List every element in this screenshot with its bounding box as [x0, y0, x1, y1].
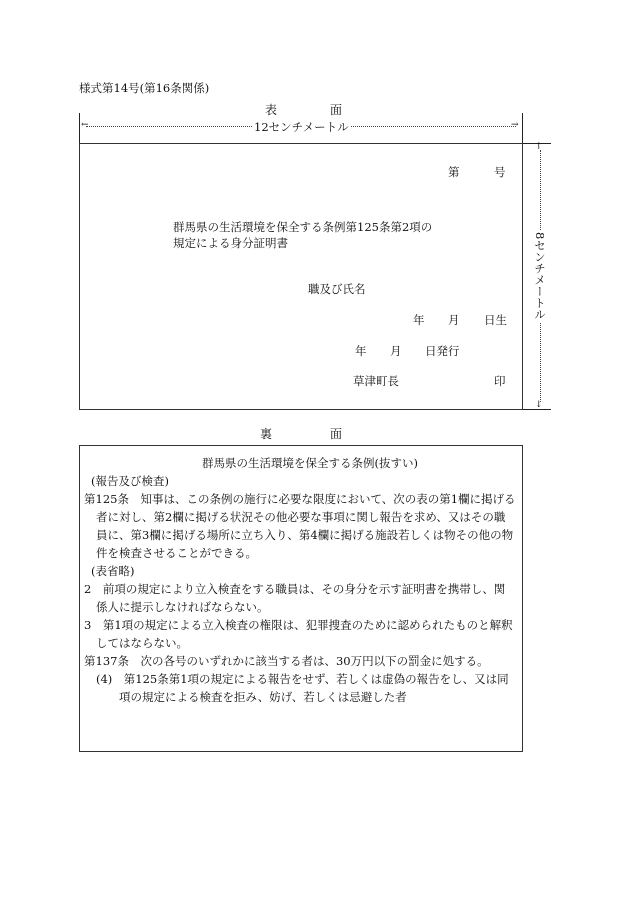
name-label: 職及び氏名 [308, 282, 366, 296]
back-line-11: 第137条 次の各号のいずれかに該当する者は、30万円以下の罰金に処する。 [84, 654, 489, 668]
front-heading-char-1: 表 [265, 103, 278, 117]
id-card-front [79, 143, 523, 410]
back-line-3: 者に対し、第2欄に掲げる状況その他必要な事項に関し報告を求め、又はその職 [96, 510, 506, 524]
birth-month: 月 [448, 313, 460, 327]
issue-year: 年 [355, 344, 367, 358]
back-line-9: 3 第1項の規定による立入検査の権限は、犯罪捜査のために認められたものと解釈 [84, 618, 513, 632]
front-heading-char-2: 面 [330, 103, 343, 117]
width-dimension-tick-left [79, 113, 80, 143]
number-label-suffix: 号 [494, 165, 506, 179]
back-line-13: 項の規定による検査を拒み、妨げ、若しくは忌避した者 [119, 690, 407, 704]
back-line-4: 員に、第3欄に掲げる場所に立ち入り、第4欄に掲げる施設若しくは物その他の物 [96, 528, 514, 542]
height-label: 8センチメートル [530, 230, 550, 322]
back-line-7: 2 前項の規定により立入検査をする職員は、その身分を示す証明書を携帯し、関 [84, 582, 506, 596]
back-line-1: (報告及び検査) [91, 474, 169, 488]
arrow-left-icon: ← [81, 120, 89, 130]
birth-year: 年 [413, 313, 425, 327]
issuer-label: 草津町長 [353, 374, 399, 388]
seal-label: 印 [494, 374, 506, 388]
width-dimension-tick-right [522, 113, 523, 143]
arrow-right-icon: → [511, 120, 519, 130]
back-line-5: 件を検査させることができる。 [96, 546, 257, 560]
arrow-up-icon: ↑ [535, 142, 543, 152]
back-line-6: (表省略) [91, 564, 135, 578]
back-line-8: 係人に提示しなければならない。 [96, 600, 269, 614]
back-heading-char-1: 裏 [260, 427, 273, 441]
back-title: 群馬県の生活環境を保全する条例(抜すい) [202, 456, 418, 470]
back-line-10: してはならない。 [96, 636, 188, 650]
number-label-prefix: 第 [448, 165, 460, 179]
issue-day: 日発行 [425, 344, 460, 358]
birth-day: 日生 [484, 313, 507, 327]
back-side-heading [255, 425, 365, 441]
width-label: 12センチメートル [254, 120, 349, 134]
certificate-title-line-2: 規定による身分証明書 [173, 236, 288, 250]
front-side-heading [255, 101, 365, 117]
arrow-down-icon: ↓ [535, 400, 543, 410]
back-heading-char-2: 面 [330, 427, 343, 441]
form-title: 様式第14号(第16条関係) [79, 81, 210, 95]
certificate-title-line-1: 群馬県の生活環境を保全する条例第125条第2項の [173, 220, 433, 234]
issue-month: 月 [390, 344, 402, 358]
back-line-12: (4) 第125条第1項の規定による報告をせず、若しくは虚偽の報告をし、又は同 [96, 672, 509, 686]
id-card-back [79, 445, 523, 752]
back-line-2: 第125条 知事は、この条例の施行に必要な限度において、次の表の第1欄に掲げる [84, 492, 516, 506]
